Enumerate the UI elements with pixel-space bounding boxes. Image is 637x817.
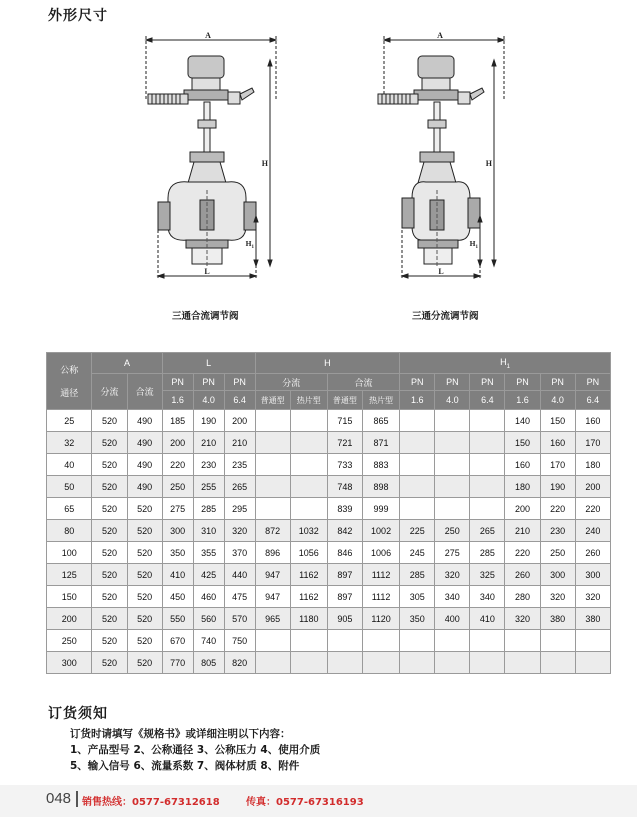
- table-cell: 520: [92, 542, 127, 564]
- table-cell: 520: [92, 652, 127, 674]
- table-cell: 947: [255, 586, 290, 608]
- header-pn-value: 6.4: [575, 391, 610, 410]
- header-pn-value: 4.0: [435, 391, 470, 410]
- header-pn-value: 1.6: [162, 391, 193, 410]
- table-cell: 300: [162, 520, 193, 542]
- table-cell: 715: [327, 410, 362, 432]
- table-cell: [290, 476, 327, 498]
- table-cell: [435, 630, 470, 652]
- table-cell: 380: [575, 608, 610, 630]
- table-cell: [290, 498, 327, 520]
- fax-number: 传真：0577-67316193: [246, 797, 364, 808]
- table-cell: 170: [540, 454, 575, 476]
- table-cell: 450: [162, 586, 193, 608]
- table-cell: [540, 652, 575, 674]
- table-cell: 670: [162, 630, 193, 652]
- nominal-diameter-cell: 200: [47, 608, 92, 630]
- table-cell: 839: [327, 498, 362, 520]
- table-cell: 947: [255, 564, 290, 586]
- table-cell: 520: [127, 498, 162, 520]
- table-cell: [255, 454, 290, 476]
- table-cell: 240: [575, 520, 610, 542]
- table-cell: 150: [505, 432, 540, 454]
- table-cell: 245: [400, 542, 435, 564]
- table-cell: 200: [575, 476, 610, 498]
- order-line: 订货时请填写《规格书》或详细注明以下内容：: [70, 728, 291, 740]
- table-cell: 295: [224, 498, 255, 520]
- table-cell: 210: [193, 432, 224, 454]
- dim-l-right: L: [438, 267, 444, 276]
- table-cell: [435, 476, 470, 498]
- table-row: [47, 542, 611, 564]
- table-row: [47, 564, 611, 586]
- table-cell: 520: [92, 520, 127, 542]
- table-cell: [400, 454, 435, 476]
- table-cell: 220: [575, 498, 610, 520]
- table-cell: [400, 630, 435, 652]
- table-cell: 235: [224, 454, 255, 476]
- header-pn-value: 4.0: [193, 391, 224, 410]
- table-cell: [255, 498, 290, 520]
- table-cell: [470, 652, 505, 674]
- table-cell: [435, 652, 470, 674]
- table-cell: 520: [127, 564, 162, 586]
- header-h1-pn: PN: [400, 374, 435, 391]
- table-cell: [540, 630, 575, 652]
- table-cell: [400, 410, 435, 432]
- table-row: [47, 498, 611, 520]
- table-body: [47, 410, 611, 674]
- table-row: [47, 608, 611, 630]
- table-cell: 550: [162, 608, 193, 630]
- dim-h1-right: H: [469, 239, 476, 248]
- table-cell: 520: [127, 608, 162, 630]
- table-cell: [255, 652, 290, 674]
- table-cell: 520: [92, 630, 127, 652]
- table-cell: 896: [255, 542, 290, 564]
- table-cell: 846: [327, 542, 362, 564]
- table-cell: 210: [224, 432, 255, 454]
- nominal-diameter-cell: 50: [47, 476, 92, 498]
- table-cell: 200: [224, 410, 255, 432]
- table-cell: 748: [327, 476, 362, 498]
- table-cell: 820: [224, 652, 255, 674]
- table-cell: 370: [224, 542, 255, 564]
- table-cell: 842: [327, 520, 362, 542]
- table-cell: 170: [575, 432, 610, 454]
- order-line: 5、输入信号 6、流量系数 7、阀体材质 8、附件: [70, 760, 300, 772]
- table-cell: 520: [127, 586, 162, 608]
- table-cell: [400, 652, 435, 674]
- table-cell: 1162: [290, 564, 327, 586]
- svg-text:H1: [470, 239, 479, 250]
- table-cell: 520: [92, 454, 127, 476]
- table-cell: [327, 630, 362, 652]
- header-pn-value: 4.0: [540, 391, 575, 410]
- table-cell: 225: [400, 520, 435, 542]
- caption-merge-valve: 三通合流调节阀: [172, 311, 239, 322]
- table-cell: 475: [224, 586, 255, 608]
- sales-hotline: 销售热线：0577-67312618: [82, 797, 220, 808]
- table-cell: 425: [193, 564, 224, 586]
- table-cell: 905: [327, 608, 362, 630]
- header-pn-value: 6.4: [224, 391, 255, 410]
- table-cell: 520: [127, 630, 162, 652]
- nominal-diameter-cell: 65: [47, 498, 92, 520]
- table-cell: 520: [92, 586, 127, 608]
- table-cell: [470, 410, 505, 432]
- table-cell: 871: [362, 432, 399, 454]
- table-cell: 250: [435, 520, 470, 542]
- table-cell: 520: [92, 476, 127, 498]
- table-cell: 220: [505, 542, 540, 564]
- table-cell: 1032: [290, 520, 327, 542]
- table-cell: [470, 630, 505, 652]
- table-cell: 520: [92, 564, 127, 586]
- table-cell: [470, 454, 505, 476]
- table-cell: 320: [224, 520, 255, 542]
- table-cell: 897: [327, 564, 362, 586]
- table-cell: [470, 432, 505, 454]
- table-cell: [435, 410, 470, 432]
- header-h-fin: 热片型: [362, 391, 399, 410]
- dim-a-left: A: [205, 31, 211, 40]
- dim-l-left: L: [204, 267, 210, 276]
- table-cell: 1056: [290, 542, 327, 564]
- nominal-diameter-cell: 250: [47, 630, 92, 652]
- table-cell: [290, 410, 327, 432]
- table-cell: [362, 630, 399, 652]
- table-cell: 150: [540, 410, 575, 432]
- table-cell: 320: [435, 564, 470, 586]
- table-cell: 460: [193, 586, 224, 608]
- table-cell: 1180: [290, 608, 327, 630]
- table-cell: 999: [362, 498, 399, 520]
- table-cell: [255, 476, 290, 498]
- dim-h-left: H: [261, 159, 268, 168]
- table-row: [47, 410, 611, 432]
- table-cell: 250: [540, 542, 575, 564]
- table-cell: 275: [435, 542, 470, 564]
- order-title: 订货须知: [48, 706, 108, 722]
- table-cell: 770: [162, 652, 193, 674]
- nominal-diameter-cell: 80: [47, 520, 92, 542]
- table-cell: 380: [540, 608, 575, 630]
- table-cell: 160: [575, 410, 610, 432]
- table-cell: [470, 498, 505, 520]
- table-cell: 520: [92, 498, 127, 520]
- table-cell: 897: [327, 586, 362, 608]
- table-cell: 265: [470, 520, 505, 542]
- table-row: [47, 454, 611, 476]
- table-cell: 490: [127, 432, 162, 454]
- table-cell: 490: [127, 410, 162, 432]
- table-cell: 320: [505, 608, 540, 630]
- table-cell: 490: [127, 476, 162, 498]
- nominal-diameter-cell: 150: [47, 586, 92, 608]
- table-cell: [290, 630, 327, 652]
- table-cell: 740: [193, 630, 224, 652]
- table-cell: 733: [327, 454, 362, 476]
- table-cell: [575, 630, 610, 652]
- table-cell: 230: [193, 454, 224, 476]
- page-number: 048: [46, 790, 72, 807]
- table-cell: 255: [193, 476, 224, 498]
- table-cell: [435, 432, 470, 454]
- table-cell: [400, 498, 435, 520]
- table-cell: 721: [327, 432, 362, 454]
- table-cell: 965: [255, 608, 290, 630]
- nominal-diameter-cell: 300: [47, 652, 92, 674]
- table-cell: [255, 410, 290, 432]
- table-row: [47, 586, 611, 608]
- header-a-merge: 合流: [127, 374, 162, 410]
- nominal-diameter-cell: 32: [47, 432, 92, 454]
- table-cell: 320: [540, 586, 575, 608]
- table-cell: 350: [400, 608, 435, 630]
- order-notes: [70, 726, 320, 774]
- header-h-merge: 合流: [327, 374, 399, 391]
- table-cell: 325: [470, 564, 505, 586]
- table-cell: [255, 432, 290, 454]
- table-cell: [327, 652, 362, 674]
- table-cell: [290, 454, 327, 476]
- header-h-fin: 热片型: [290, 391, 327, 410]
- header-h1-pn: PN: [575, 374, 610, 391]
- table-cell: 280: [505, 586, 540, 608]
- table-cell: 275: [162, 498, 193, 520]
- table-cell: 560: [193, 608, 224, 630]
- table-cell: 410: [470, 608, 505, 630]
- table-cell: 160: [540, 432, 575, 454]
- table-cell: [575, 652, 610, 674]
- table-row: [47, 630, 611, 652]
- table-cell: 805: [193, 652, 224, 674]
- table-cell: 520: [127, 542, 162, 564]
- table-cell: 750: [224, 630, 255, 652]
- table-cell: 440: [224, 564, 255, 586]
- table-cell: 220: [162, 454, 193, 476]
- nominal-diameter-cell: 40: [47, 454, 92, 476]
- table-cell: 340: [470, 586, 505, 608]
- nominal-diameter-cell: 125: [47, 564, 92, 586]
- table-cell: 865: [362, 410, 399, 432]
- table-cell: 340: [435, 586, 470, 608]
- table-cell: [435, 498, 470, 520]
- table-cell: 190: [540, 476, 575, 498]
- section-title: 外形尺寸: [48, 8, 108, 24]
- header-l-pn: PN: [224, 374, 255, 391]
- svg-text:H1: [246, 239, 255, 250]
- header-l: L: [162, 353, 255, 374]
- table-cell: 520: [92, 410, 127, 432]
- table-cell: 300: [540, 564, 575, 586]
- table-cell: 1162: [290, 586, 327, 608]
- table-cell: [290, 432, 327, 454]
- header-pn-value: 1.6: [505, 391, 540, 410]
- dim-h1-left-sub: 1: [251, 245, 254, 250]
- table-cell: [400, 432, 435, 454]
- header-pn-value: 6.4: [470, 391, 505, 410]
- table-cell: 898: [362, 476, 399, 498]
- table-cell: [505, 652, 540, 674]
- three-way-merge-valve-drawing: [128, 30, 288, 282]
- header-h-normal: 普通型: [255, 391, 290, 410]
- table-row: [47, 432, 611, 454]
- header-h1-pn: PN: [540, 374, 575, 391]
- table-cell: [255, 630, 290, 652]
- table-cell: [435, 454, 470, 476]
- table-cell: 520: [92, 608, 127, 630]
- header-l-pn: PN: [193, 374, 224, 391]
- table-cell: 200: [162, 432, 193, 454]
- table-cell: 400: [435, 608, 470, 630]
- header-a: A: [92, 353, 162, 374]
- table-cell: 260: [505, 564, 540, 586]
- dimension-table: [46, 352, 611, 674]
- header-l-pn: PN: [162, 374, 193, 391]
- table-cell: 355: [193, 542, 224, 564]
- table-cell: 520: [127, 520, 162, 542]
- table-cell: 285: [400, 564, 435, 586]
- nominal-diameter-cell: 100: [47, 542, 92, 564]
- header-h1: $H_1$: [400, 353, 611, 374]
- table-cell: [362, 652, 399, 674]
- table-cell: 350: [162, 542, 193, 564]
- header-h1-pn: PN: [470, 374, 505, 391]
- table-row: [47, 476, 611, 498]
- order-line: 1、产品型号 2、公称通径 3、公称压力 4、使用介质: [70, 744, 321, 756]
- table-cell: 250: [162, 476, 193, 498]
- table-row: [47, 520, 611, 542]
- table-cell: [290, 652, 327, 674]
- table-cell: 1120: [362, 608, 399, 630]
- header-h1-pn: PN: [505, 374, 540, 391]
- table-cell: 305: [400, 586, 435, 608]
- header-h: H: [255, 353, 400, 374]
- header-h-split: 分流: [255, 374, 327, 391]
- table-cell: 1006: [362, 542, 399, 564]
- table-cell: 872: [255, 520, 290, 542]
- table-cell: 410: [162, 564, 193, 586]
- table-cell: [470, 476, 505, 498]
- three-way-split-valve-drawing: [366, 30, 526, 282]
- table-cell: 570: [224, 608, 255, 630]
- table-cell: [400, 476, 435, 498]
- table-cell: 185: [162, 410, 193, 432]
- table-cell: 490: [127, 454, 162, 476]
- table-cell: 520: [127, 652, 162, 674]
- header-pn-value: 1.6: [400, 391, 435, 410]
- table-cell: 300: [575, 564, 610, 586]
- table-row: [47, 652, 611, 674]
- table-cell: 210: [505, 520, 540, 542]
- table-cell: 520: [92, 432, 127, 454]
- table-cell: 200: [505, 498, 540, 520]
- table-cell: 190: [193, 410, 224, 432]
- table-cell: 310: [193, 520, 224, 542]
- header-h1-pn: PN: [435, 374, 470, 391]
- table-cell: 265: [224, 476, 255, 498]
- header-a-split: 分流: [92, 374, 127, 410]
- table-cell: 160: [505, 454, 540, 476]
- dim-a-right: A: [437, 31, 443, 40]
- table-cell: 1112: [362, 586, 399, 608]
- nominal-diameter-cell: 25: [47, 410, 92, 432]
- dim-h1-right-sub: 1: [475, 245, 478, 250]
- table-cell: 230: [540, 520, 575, 542]
- table-cell: 180: [575, 454, 610, 476]
- table-cell: [505, 630, 540, 652]
- table-cell: 1112: [362, 564, 399, 586]
- dim-h-right: H: [485, 159, 492, 168]
- table-cell: 285: [470, 542, 505, 564]
- table-cell: 140: [505, 410, 540, 432]
- table-cell: 1002: [362, 520, 399, 542]
- header-h-normal: 普通型: [327, 391, 362, 410]
- table-cell: 320: [575, 586, 610, 608]
- table-cell: 883: [362, 454, 399, 476]
- table-cell: 260: [575, 542, 610, 564]
- caption-split-valve: 三通分流调节阀: [412, 311, 479, 322]
- footer-divider: [76, 791, 78, 807]
- table-cell: 285: [193, 498, 224, 520]
- table-cell: 180: [505, 476, 540, 498]
- dim-h1-left: H: [245, 239, 252, 248]
- header-nominal-diameter: 公称 通径: [47, 353, 92, 410]
- table-cell: 220: [540, 498, 575, 520]
